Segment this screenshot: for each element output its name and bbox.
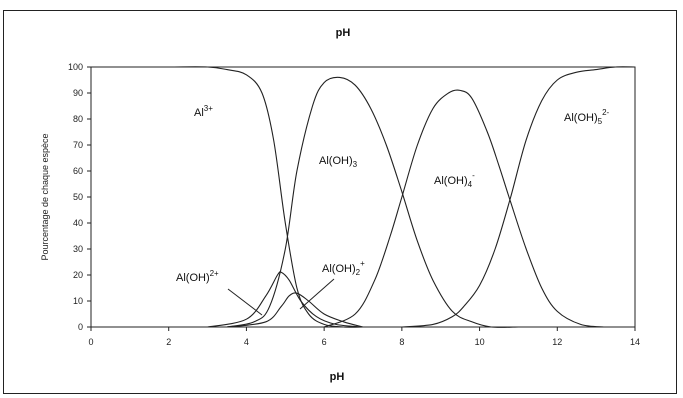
species-label: $Al(OH)_5^{2-}$ (564, 108, 610, 126)
y-tick-label: 100 (67, 62, 83, 72)
chart-title: pH (335, 27, 351, 39)
series-curve-3 (227, 77, 518, 327)
y-tick-label: 30 (72, 244, 83, 254)
y-tick-label: 80 (72, 114, 83, 124)
y-tick-label: 60 (72, 166, 83, 176)
y-axis-title: Pourcentage de chaque espèce (40, 133, 50, 261)
y-tick-label: 50 (72, 192, 83, 202)
x-tick-label: 6 (321, 337, 327, 347)
axis-ticks (68, 62, 640, 347)
series-curve-1 (208, 272, 363, 327)
y-tick-label: 70 (72, 140, 83, 150)
y-tick-label: 20 (72, 270, 83, 280)
species-label: $Al(OH)_2^+$ (322, 259, 365, 277)
pointer-line (300, 279, 334, 309)
x-tick-label: 0 (88, 337, 94, 347)
x-tick-label: 8 (399, 337, 405, 347)
species-label: Al(OH)$^{2+}$ (176, 269, 219, 284)
y-tick-label: 0 (77, 322, 83, 332)
chart-frame (3, 10, 677, 394)
series-curve-0 (91, 67, 363, 327)
y-tick-label: 10 (72, 296, 83, 306)
series-curve-2 (227, 293, 363, 327)
x-tick-label: 14 (629, 337, 641, 347)
species-labels (176, 104, 610, 315)
x-axis-title: pH (329, 371, 345, 383)
species-label: $Al(OH)_3$ (319, 155, 358, 169)
x-tick-label: 4 (243, 337, 249, 347)
species-label: $Al^{3+}$ (194, 104, 213, 119)
y-tick-label: 90 (72, 88, 83, 98)
y-tick-label: 40 (72, 218, 83, 228)
species-label: $Al(OH)_4^-$ (434, 171, 475, 189)
x-tick-label: 12 (552, 337, 563, 347)
speciation-chart (4, 11, 678, 395)
x-tick-label: 10 (474, 337, 485, 347)
pointer-line (228, 289, 262, 315)
plot-area-border (91, 67, 635, 327)
series-curve-4 (324, 90, 604, 327)
x-tick-label: 2 (166, 337, 172, 347)
series-curves (91, 67, 635, 328)
